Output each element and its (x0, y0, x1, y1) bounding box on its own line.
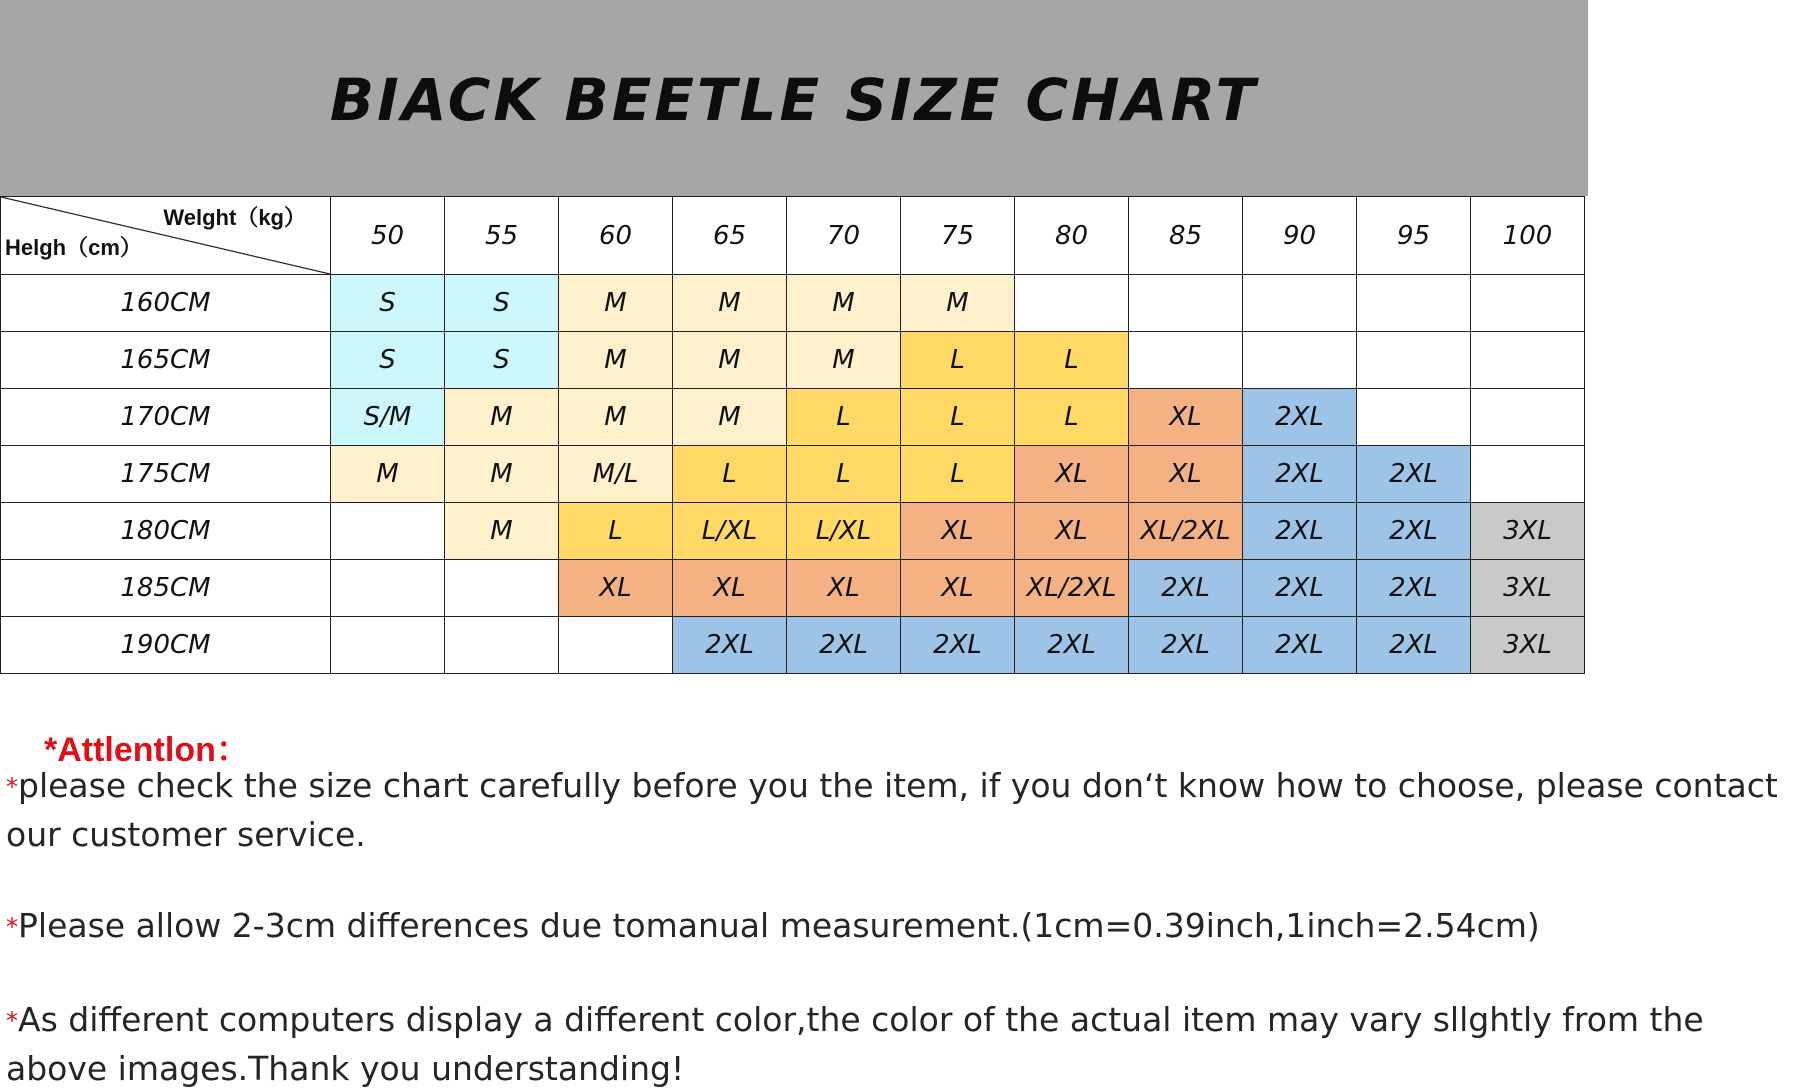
size-cell: L (901, 389, 1015, 446)
size-cell: 3XL (1471, 503, 1585, 560)
height-label-cell: 175CM (1, 446, 331, 503)
size-cell (1015, 275, 1129, 332)
size-row (1, 503, 1585, 560)
size-cell: XL (1129, 389, 1243, 446)
size-cell: M (445, 446, 559, 503)
size-table (0, 196, 1585, 674)
size-cell: S (331, 332, 445, 389)
size-cell (1471, 332, 1585, 389)
size-cell: 2XL (1357, 617, 1471, 674)
height-label-cell: 185CM (1, 560, 331, 617)
note-star: * (6, 1007, 18, 1035)
size-cell (445, 617, 559, 674)
note-text: As different computers display a different color,the color of the actual item may vary sllghtly from the above images.Thank you understanding! (6, 1000, 1704, 1088)
weight-header-cell: 50 (331, 197, 445, 275)
size-cell (1471, 275, 1585, 332)
weight-header-cell: 70 (787, 197, 901, 275)
size-cell (1129, 332, 1243, 389)
size-cell: XL (1015, 503, 1129, 560)
size-row (1, 560, 1585, 617)
size-cell: S (445, 332, 559, 389)
size-cell: 2XL (1357, 446, 1471, 503)
title-banner (0, 0, 1588, 196)
weight-header-cell: 65 (673, 197, 787, 275)
size-cell (331, 617, 445, 674)
size-cell: M (445, 503, 559, 560)
size-cell (1357, 389, 1471, 446)
weight-header-row (1, 197, 1585, 275)
height-label-cell: 160CM (1, 275, 331, 332)
height-label-cell: 190CM (1, 617, 331, 674)
size-cell: 2XL (787, 617, 901, 674)
size-cell: S (445, 275, 559, 332)
size-cell: 2XL (1243, 560, 1357, 617)
size-cell: L (787, 389, 901, 446)
height-label-cell: 170CM (1, 389, 331, 446)
weight-header-cell: 55 (445, 197, 559, 275)
size-cell (331, 503, 445, 560)
size-cell: L (901, 332, 1015, 389)
size-cell: XL/2XL (1015, 560, 1129, 617)
size-table-body (1, 197, 1585, 674)
size-cell (1471, 446, 1585, 503)
size-cell: L (1015, 389, 1129, 446)
height-label-cell: 165CM (1, 332, 331, 389)
size-cell (1243, 332, 1357, 389)
weight-header-cell: 95 (1357, 197, 1471, 275)
size-cell: 2XL (1015, 617, 1129, 674)
note-2 (6, 902, 1791, 951)
size-cell: M (559, 275, 673, 332)
size-cell: 2XL (1243, 503, 1357, 560)
size-cell (1471, 389, 1585, 446)
size-cell: M (787, 332, 901, 389)
size-cell (1357, 275, 1471, 332)
size-cell: M (331, 446, 445, 503)
size-row (1, 389, 1585, 446)
size-cell: XL (673, 560, 787, 617)
size-cell: 2XL (1243, 446, 1357, 503)
weight-header-cell: 60 (559, 197, 673, 275)
size-cell: XL (787, 560, 901, 617)
size-cell: 2XL (1357, 560, 1471, 617)
size-cell: 3XL (1471, 560, 1585, 617)
size-cell: M (787, 275, 901, 332)
note-3 (6, 996, 1791, 1092)
height-label-cell: 180CM (1, 503, 331, 560)
size-cell: 2XL (1243, 389, 1357, 446)
size-cell: XL (1015, 446, 1129, 503)
weight-header-cell: 80 (1015, 197, 1129, 275)
size-cell (559, 617, 673, 674)
size-cell: 2XL (1243, 617, 1357, 674)
size-cell: M (559, 332, 673, 389)
size-cell: XL (901, 503, 1015, 560)
size-cell: L (1015, 332, 1129, 389)
size-cell: L/XL (787, 503, 901, 560)
size-cell: 2XL (1357, 503, 1471, 560)
note-star: * (6, 913, 18, 941)
size-cell: 3XL (1471, 617, 1585, 674)
size-cell (1243, 275, 1357, 332)
size-cell (445, 560, 559, 617)
note-text: Please allow 2-3cm differences due tomanual measurement.(1cm=0.39inch,1inch=2.54cm) (18, 906, 1540, 945)
height-axis-label: Helgh（cm） (5, 235, 142, 260)
size-cell: L (901, 446, 1015, 503)
corner-header-cell (1, 197, 331, 275)
note-star: * (6, 773, 18, 801)
size-cell: M (901, 275, 1015, 332)
size-cell (1357, 332, 1471, 389)
size-row (1, 332, 1585, 389)
note-1 (6, 762, 1791, 858)
attention-heading: *Attlentlon： (44, 731, 250, 769)
weight-axis-label: Welght（kg） (163, 205, 306, 230)
size-cell: XL (1129, 446, 1243, 503)
size-cell: 2XL (673, 617, 787, 674)
size-cell: S (331, 275, 445, 332)
weight-header-cell: 90 (1243, 197, 1357, 275)
size-cell: XL (901, 560, 1015, 617)
size-cell: XL (559, 560, 673, 617)
weight-header-cell: 100 (1471, 197, 1585, 275)
size-cell: 2XL (901, 617, 1015, 674)
size-cell: M (559, 389, 673, 446)
size-cell: M (445, 389, 559, 446)
size-cell: L (559, 503, 673, 560)
size-cell: L (673, 446, 787, 503)
size-cell: XL/2XL (1129, 503, 1243, 560)
size-row (1, 446, 1585, 503)
size-cell: 2XL (1129, 560, 1243, 617)
size-row (1, 275, 1585, 332)
size-cell: S/M (331, 389, 445, 446)
size-cell: M/L (559, 446, 673, 503)
weight-header-cell: 85 (1129, 197, 1243, 275)
chart-title: BIACK BEETLE SIZE CHART (329, 66, 1259, 134)
size-cell (1129, 275, 1243, 332)
size-cell: M (673, 389, 787, 446)
note-text: please check the size chart carefully before you the item, if you don‘t know how to choose, please contact our customer service. (6, 766, 1778, 854)
size-cell: 2XL (1129, 617, 1243, 674)
size-cell (331, 560, 445, 617)
size-cell: M (673, 275, 787, 332)
size-cell: L (787, 446, 901, 503)
size-row (1, 617, 1585, 674)
size-cell: L/XL (673, 503, 787, 560)
weight-header-cell: 75 (901, 197, 1015, 275)
size-cell: M (673, 332, 787, 389)
